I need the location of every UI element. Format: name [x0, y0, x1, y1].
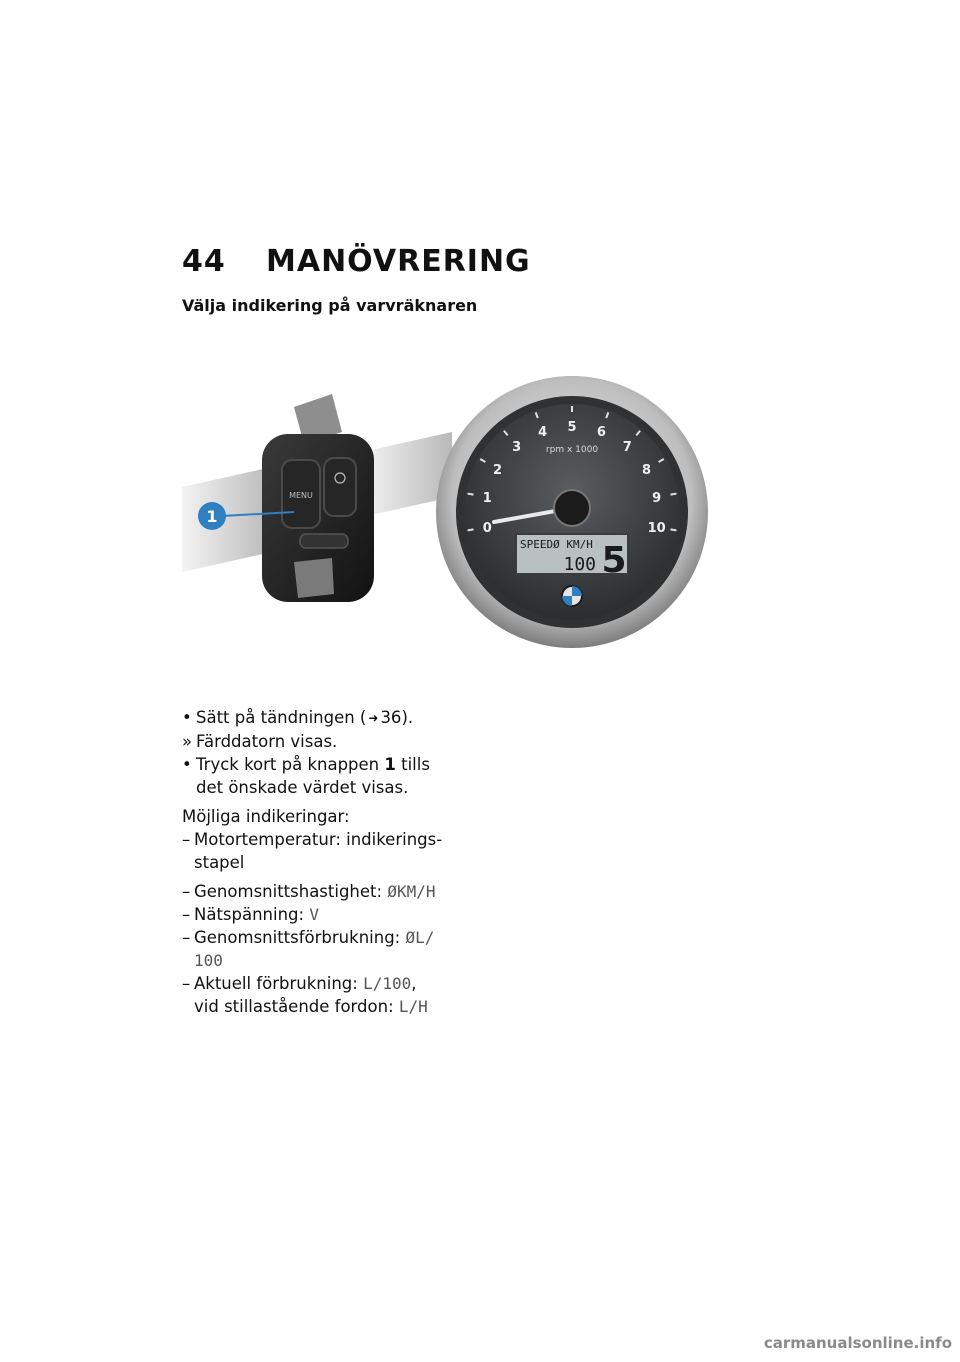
bullet-icon: •: [182, 708, 192, 727]
tachometer: [436, 376, 708, 648]
lcd-gear: 5: [601, 540, 627, 581]
tacho-scale-label: 4: [538, 425, 548, 441]
tacho-scale-label: 9: [652, 491, 662, 507]
option-current-consumption: – Aktuell förbrukning: L/100, vid stillastående fordon: L/H: [182, 974, 428, 1016]
tacho-tick: [468, 529, 474, 530]
section-title: MANÖVRERING: [266, 244, 531, 279]
tacho-scale-label: 1: [482, 491, 492, 507]
page-reference-arrow-icon: ➜: [368, 711, 379, 725]
page-header: [182, 244, 531, 284]
option-average-speed: – Genomsnittshastighet: ØKM/H: [182, 882, 436, 901]
lcd-value: 100: [563, 554, 596, 575]
lcd-mode: SPEEDØ KM/H: [520, 538, 593, 551]
instructions: [182, 706, 472, 1018]
step-ignition: • Sätt på tändningen ( ➜ 36).: [182, 706, 472, 730]
tacho-scale-label: 10: [647, 520, 666, 536]
page-subtitle: Välja indikering på varvräknaren: [182, 296, 478, 315]
tacho-scale-label: 3: [512, 440, 522, 456]
tacho-tick: [468, 494, 474, 495]
power-button: [324, 458, 356, 516]
option-engine-temp: – Motortemperatur: indikerings- stapel: [182, 830, 443, 872]
page-reference: 36: [380, 708, 402, 727]
tacho-tick: [671, 494, 677, 495]
needle-hub: [554, 490, 590, 526]
tacho-scale-label: 5: [567, 420, 577, 435]
step-press-button: • Tryck kort på knappen 1 tills det önskade värdet visas.: [182, 755, 430, 797]
key-reference: 1: [384, 755, 396, 774]
rpm-label: rpm x 1000: [545, 445, 599, 455]
step-result: » Färddatorn visas.: [182, 732, 338, 751]
option-average-consumption: – Genomsnittsförbrukning: ØL/ 100: [182, 928, 435, 970]
tacho-scale-label: 7: [622, 440, 632, 456]
bullet-icon: •: [182, 755, 192, 774]
tacho-tick: [671, 529, 677, 530]
tacho-scale-label: 0: [482, 520, 492, 536]
menu-button-label: MENU: [289, 491, 313, 500]
options-heading: Möjliga indikeringar:: [182, 807, 350, 826]
handlebar-switch: [262, 394, 374, 602]
rocker-switch: [300, 534, 348, 548]
tacho-scale-label: 6: [596, 425, 606, 441]
instrument-illustration: [182, 362, 742, 690]
lower-switch: [294, 558, 334, 598]
callout-number: 1: [206, 507, 218, 526]
option-voltage: – Nätspänning: V: [182, 905, 319, 924]
result-icon: »: [182, 732, 193, 751]
page-number: 44: [182, 244, 226, 279]
watermark: carmanualsonline.info: [763, 1334, 952, 1352]
tacho-scale-label: 2: [492, 463, 503, 478]
tacho-scale-label: 8: [641, 463, 652, 478]
